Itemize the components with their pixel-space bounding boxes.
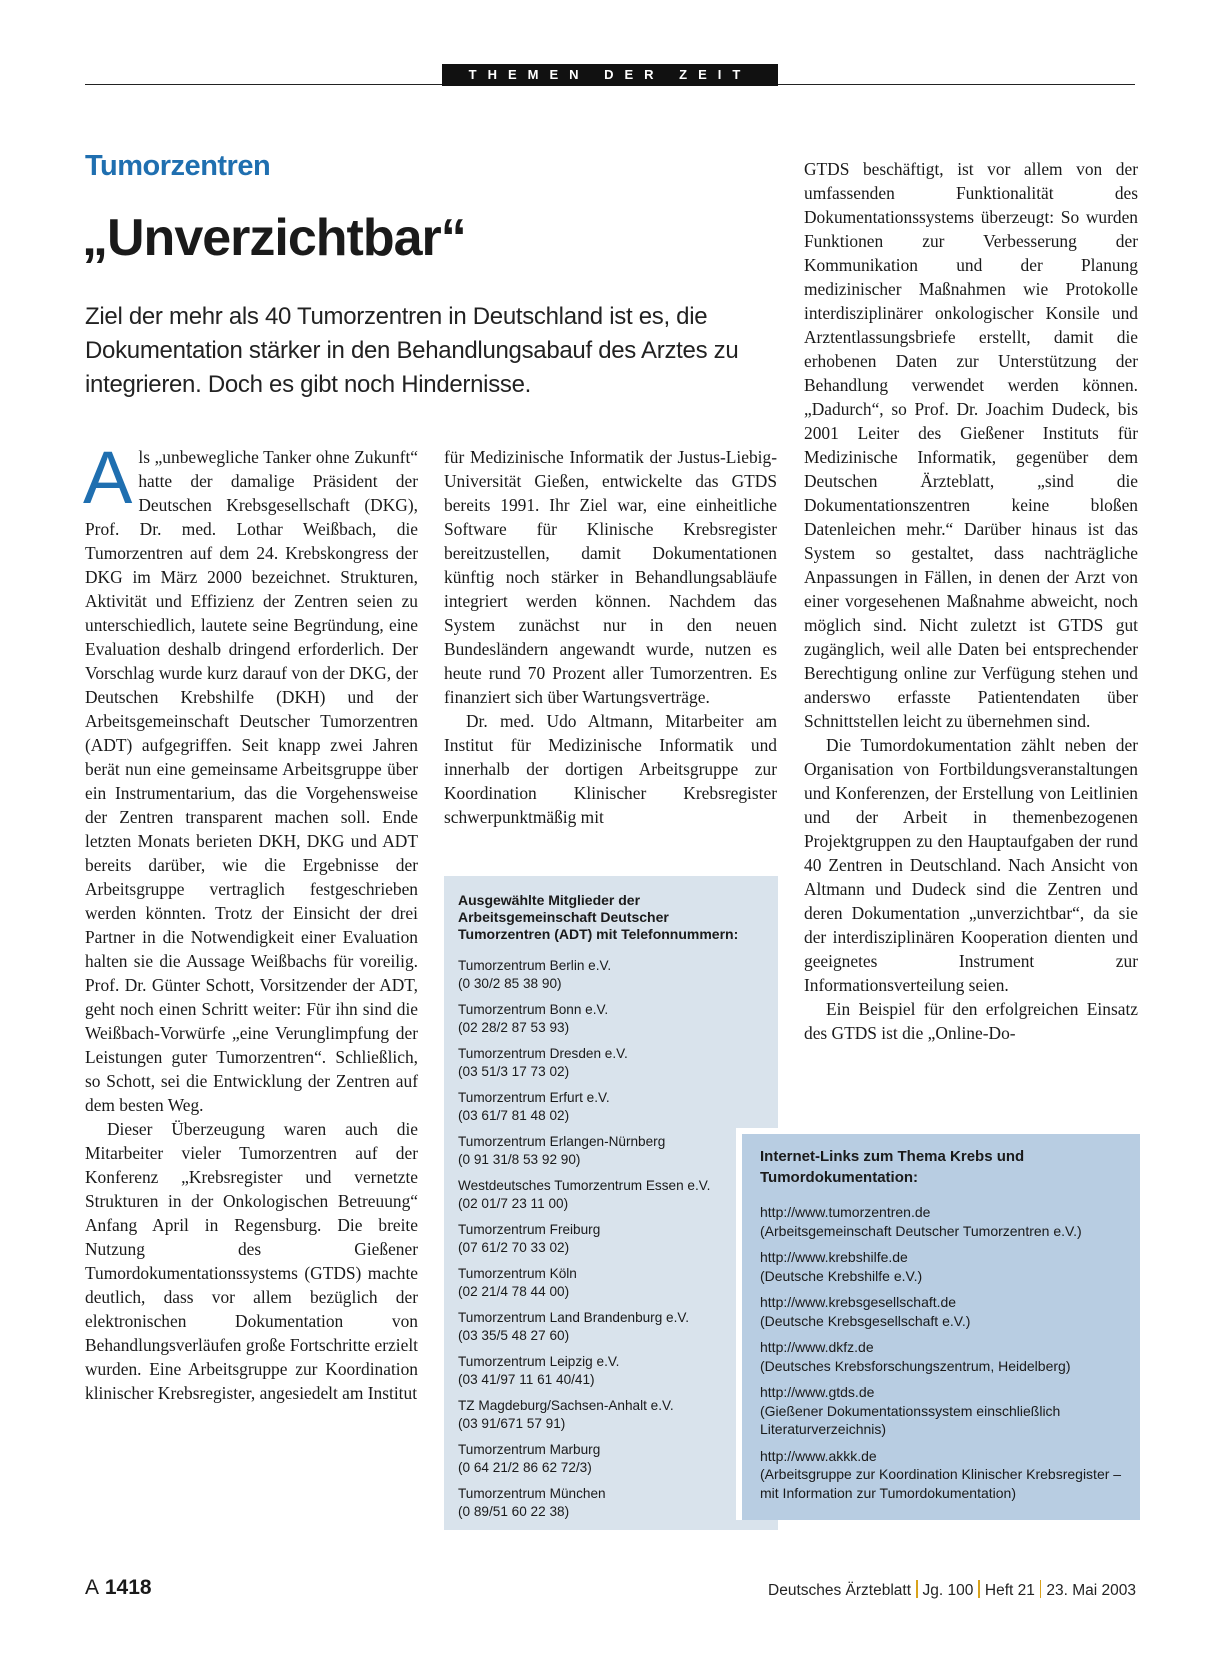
member-entry (458, 1397, 764, 1433)
member-name: Tumorzentrum Marburg (458, 1442, 601, 1457)
member-phone: (03 51/3 17 73 02) (458, 1064, 570, 1079)
member-name: Tumorzentrum Land Brandenburg e.V. (458, 1310, 689, 1325)
member-entry (458, 1045, 764, 1081)
member-phone: (0 64 21/2 86 62 72/3) (458, 1460, 592, 1475)
article-lead: Ziel der mehr als 40 Tumorzentren in Deutschland ist es, die Dokumentation stärker in den Behandlungsabauf des Arztes zu integrieren. Doch es gibt noch Hindernisse. (85, 303, 739, 398)
member-name: Tumorzentrum München (458, 1486, 606, 1501)
article-paragraph: Ein Beispiel für den erfolgreichen Einsatz des GTDS ist die „Online-Do- (804, 999, 1138, 1043)
member-phone: (03 41/97 11 61 40/41) (458, 1372, 595, 1387)
page-number (85, 1576, 152, 1600)
member-name: Tumorzentrum Erfurt e.V. (458, 1090, 610, 1105)
footer-separator (1040, 1580, 1042, 1598)
link-entry (760, 1203, 1122, 1240)
footer-separator (978, 1580, 980, 1598)
footer-separator (916, 1580, 918, 1598)
journal-name: Deutsches Ärzteblatt (768, 1582, 912, 1599)
member-phone: (02 21/4 78 44 00) (458, 1284, 570, 1299)
member-phone: (0 30/2 85 38 90) (458, 976, 562, 991)
member-entry (458, 1001, 764, 1037)
link-url[interactable]: http://www.gtds.de (760, 1384, 875, 1400)
member-name: Tumorzentrum Bonn e.V. (458, 1002, 609, 1017)
link-description: (Deutsche Krebsgesellschaft e.V.) (760, 1312, 971, 1329)
link-entry (760, 1248, 1122, 1285)
article-column-3 (804, 157, 1138, 1045)
article-kicker: Tumorzentren (85, 150, 271, 182)
journal-date: 23. Mai 2003 (1046, 1582, 1136, 1599)
article-headline: „Unverzichtbar“ (82, 209, 466, 267)
journal-volume: Jg. 100 (922, 1582, 974, 1599)
member-name: Tumorzentrum Köln (458, 1266, 577, 1281)
article-paragraph: Die Tumordokumentation zählt neben der Organisation von Fortbildungsveranstaltungen und Konferenzen, der Erstellung von Leitlinien und der Arbeit in themenbezogenen Projektgruppen zu den Hauptaufgaben der rund 40 Zentren in Deutschland. Nach Ansicht von Altmann und Dudeck sind die Zentren und deren Dokumentation „unverzichtbar“, da sie der interdisziplinären Kooperation dienten und geeignetes Instrument zur Informationsverteilung seien. (804, 735, 1138, 995)
member-phone: (02 01/7 23 11 00) (458, 1196, 569, 1211)
member-entry (458, 1309, 764, 1345)
member-name: Westdeutsches Tumorzentrum Essen e.V. (458, 1178, 711, 1193)
link-entry (760, 1293, 1122, 1330)
member-phone: (03 35/5 48 27 60) (458, 1328, 570, 1343)
member-phone: (07 61/2 70 33 02) (458, 1240, 570, 1255)
link-description: (Deutsches Krebsforschungszentrum, Heidelberg) (760, 1357, 1071, 1374)
link-entry (760, 1447, 1122, 1503)
drop-cap: A (83, 436, 133, 519)
member-entry (458, 1089, 764, 1125)
article-column-2 (444, 445, 777, 829)
member-phone: (03 61/7 81 48 02) (458, 1108, 570, 1123)
link-url[interactable]: http://www.dkfz.de (760, 1339, 874, 1355)
member-name: Tumorzentrum Erlangen-Nürnberg (458, 1134, 666, 1149)
adt-members-box (444, 876, 778, 1530)
member-name: TZ Magdeburg/Sachsen-Anhalt e.V. (458, 1398, 674, 1413)
paragraph-text: ls „unbewegliche Tanker ohne Zukunft“ hatte der damalige Präsident der Deutschen Krebsgesellschaft (DKG), Prof. Dr. med. Lothar Weißbach, die Tumorzentren auf dem 24. Krebskongress der DKG im März 2000 bezeichnet. Strukturen, Aktivität und Effizienz der Zentren seien zu unterschiedlich, lautete seine Begründung, eine Evaluation deshalb dringend erforderlich. Der Vorschlag wurde kurz darauf von der DKG, der Deutschen Krebshilfe (DKH) und der Arbeitsgemeinschaft Deutscher Tumorzentren (ADT) aufgegriffen. Seit knapp zwei Jahren berät nun eine gemeinsame Arbeitsgruppe über ein Instrumentarium, das die Vorgehensweise der Zentren transparent machen soll. Ende letzten Monats berieten DKH, DKG und ADT bereits darüber, wie die Ergebnisse der Arbeitsgruppe vertraglich festgeschrieben werden könnten. Trotz der Einsicht der drei Partner in die Notwendigkeit einer Evaluation halten sie die Aussage Weißbachs für voreilig. Prof. Dr. Günter Schott, Vorsitzender der ADT, geht noch einen Schritt weiter: Für ihn sind die Weißbach-Vorwürfe „eine Verunglimpfung der Leistungen guter Tumorzentren“. Schließlich, so Schott, sei die Entwicklung der Zentren auf dem besten Weg. (85, 447, 418, 1115)
member-name: Tumorzentrum Leipzig e.V. (458, 1354, 620, 1369)
link-entry (760, 1383, 1122, 1439)
member-phone: (0 91 31/8 53 92 90) (458, 1152, 581, 1167)
link-url[interactable]: http://www.krebshilfe.de (760, 1249, 908, 1265)
page-prefix: A (85, 1576, 100, 1599)
member-entry (458, 1265, 764, 1301)
link-url[interactable]: http://www.akkk.de (760, 1447, 877, 1464)
link-entry (760, 1338, 1122, 1375)
member-entry (458, 957, 764, 993)
member-entry (458, 1485, 764, 1521)
member-name: Tumorzentrum Dresden e.V. (458, 1046, 628, 1061)
box-title: Internet-Links zum Thema Krebs und Tumordokumentation: (760, 1148, 1025, 1186)
member-entry (458, 1353, 764, 1389)
box-title: Ausgewählte Mitglieder der Arbeitsgemeinschaft Deutscher Tumorzentren (ADT) mit Telefonnummern: (458, 892, 739, 942)
member-phone: (0 89/51 60 22 38) (458, 1504, 570, 1519)
member-entry (458, 1441, 764, 1477)
member-entry (458, 1177, 764, 1213)
link-url[interactable]: http://www.krebsgesellschaft.de (760, 1294, 957, 1310)
page-number-value: 1418 (104, 1576, 152, 1599)
internet-links-box (736, 1128, 1140, 1520)
article-paragraph: Dieser Überzeugung waren auch die Mitarbeiter vieler Tumorzentren auf der Konferenz „Krebsregister und vernetzte Strukturen in der Onkologischen Betreuung“ Anfang April in Regensburg. Die breite Nutzung des Gießener Tumordokumentationssystems (GTDS) machte deutlich, dass vor allem bezüglich der elektronischen Dokumentation von Behandlungsverläufen große Fortschritte erzielt wurden. Eine Arbeitsgruppe zur Koordination klinischer Krebsregister, angesiedelt am Institut (85, 1119, 418, 1403)
member-name: Tumorzentrum Freiburg (458, 1222, 601, 1237)
link-description: (Deutsche Krebshilfe e.V.) (760, 1267, 923, 1284)
journal-issue: Heft 21 (984, 1582, 1035, 1599)
link-description: (Gießener Dokumentationssystem einschließlich Literaturverzeichnis) (760, 1402, 1061, 1437)
link-description: (Arbeitsgruppe zur Koordination Klinischer Krebsregister – mit Information zur Tumordokumentation) (760, 1466, 1122, 1501)
member-entry (458, 1133, 764, 1169)
article-paragraph (83, 436, 418, 1117)
member-phone: (02 28/2 87 53 93) (458, 1020, 570, 1035)
link-url[interactable]: http://www.tumorzentren.de (760, 1204, 931, 1220)
member-entry (458, 1221, 764, 1257)
section-label: THEMEN DER ZEIT (442, 64, 778, 86)
article-paragraph: für Medizinische Informatik der Justus-Liebig-Universität Gießen, entwickelte das GTDS bereits 1991. Ihr Ziel war, eine einheitliche Software für Klinische Krebsregister bereitzustellen, damit Dokumentationen künftig noch stärker in Behandlungsabläufe integriert werden können. Nachdem das System zunächst nur in den neuen Bundesländern angewandt wurde, nutzen es heute rund 70 Prozent aller Tumorzentren. Es finanziert sich über Wartungsverträge. (444, 447, 777, 707)
link-description: (Arbeitsgemeinschaft Deutscher Tumorzentren e.V.) (760, 1222, 1082, 1239)
member-name: Tumorzentrum Berlin e.V. (458, 958, 612, 973)
article-column-1 (83, 436, 418, 1405)
footer-info (768, 1580, 1136, 1600)
article-paragraph: GTDS beschäftigt, ist vor allem von der umfassenden Funktionalität des Dokumentationssystems überzeugt: So wurden Funktionen zur Verbesserung der Kommunikation und der Planung medizinischer Maßnahmen wie Protokolle interdisziplinärer onkologischer Konsile und Arztentlassungsbriefe erstellt, damit die erhobenen Daten zur Unterstützung der Behandlung verwendet werden können. „Dadurch“, so Prof. Dr. Joachim Dudeck, bis 2001 Leiter des Gießener Instituts für Medizinische Informatik, gegenüber dem Deutschen Ärzteblatt, „sind die Dokumentationszentren keine bloßen Datenleichen mehr.“ Darüber hinaus ist das System so gestaltet, dass nachträgliche Anpassungen in Fällen, in denen der Arzt von einer vorgesehenen Maßnahme abweicht, noch möglich sind. Nicht zuletzt ist GTDS gut zugänglich, weil alle Daten bei entsprechender Berechtigung online zur Verfügung stehen und anderswo erfasste Patientendaten über Schnittstellen leicht zu übernehmen sind. (804, 159, 1138, 731)
article-paragraph: Dr. med. Udo Altmann, Mitarbeiter am Institut für Medizinische Informatik und innerhalb der dortigen Arbeitsgruppe zur Koordination Klinischer Krebsregister schwerpunktmäßig mit (444, 711, 777, 827)
member-phone: (03 91/671 57 91) (458, 1416, 566, 1431)
